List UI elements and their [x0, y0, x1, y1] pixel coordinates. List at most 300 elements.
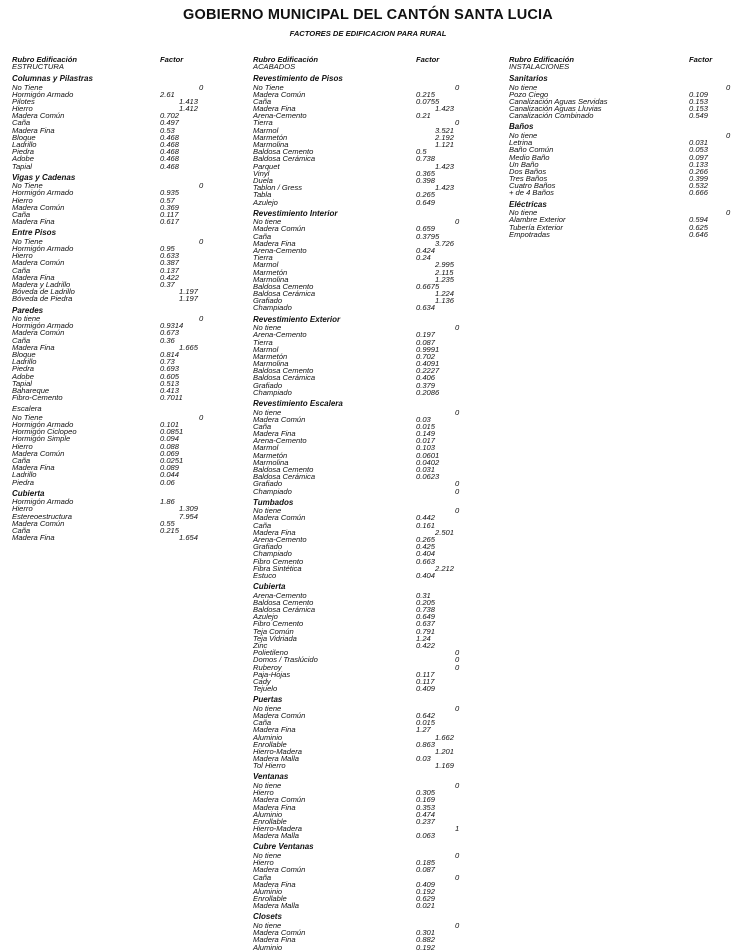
factor-label: Baldosa Cerámica [253, 605, 316, 614]
factor-label: Aluminio [253, 732, 283, 742]
factor-value: 0.6675 [416, 281, 440, 291]
factor-value: 0.2227 [416, 366, 440, 376]
section-title: Sanitarios [509, 74, 548, 83]
factor-value: 1.309 [179, 504, 199, 514]
factor-value: 0.3795 [416, 231, 440, 241]
factor-label: Madera Fina [253, 238, 296, 248]
factor-value: 0.031 [689, 138, 709, 148]
factor-value: 0.0601 [416, 450, 440, 460]
factor-row [253, 678, 475, 685]
factor-row [12, 141, 222, 148]
factor-row [253, 112, 475, 119]
factor-value: 0 [455, 703, 460, 713]
factor-value: 0.605 [160, 371, 180, 381]
column-header-category: INSTALACIONES [509, 62, 570, 72]
factor-label: Champiado [253, 387, 292, 397]
factor-row [253, 881, 475, 888]
factor-label: Empotradas [509, 229, 550, 239]
factor-row [253, 473, 475, 480]
factor-value: 0.0755 [416, 96, 440, 106]
factor-label: Tol Hierro [253, 761, 286, 771]
factor-row [12, 245, 222, 252]
factor-label: Fibro-Cemento [12, 393, 63, 403]
factor-value: 1.412 [179, 104, 199, 114]
factor-label: Madera Común [253, 513, 306, 523]
factor-value: 3.726 [435, 238, 455, 248]
column-header [253, 56, 475, 71]
section [12, 307, 222, 402]
factor-label: Madera Común [12, 258, 65, 268]
factor-label: No tiene [509, 208, 538, 218]
factor-value: 0.594 [689, 215, 709, 225]
factor-value: 0.265 [416, 190, 436, 200]
factor-label: Baldosa Cerámica [253, 472, 316, 482]
factor-row [12, 373, 222, 380]
factor-label: Hierro [12, 195, 33, 205]
factor-row [12, 155, 222, 162]
page-subtitle: FACTORES DE EDIFICACION PARA RURAL [289, 29, 447, 38]
factor-label: Madera Fina [12, 533, 55, 543]
factor-value: 0.9991 [416, 344, 440, 354]
factor-label: Ladrillo [12, 140, 37, 149]
column-header-factor: Factor [689, 55, 713, 64]
factor-value: 0.404 [416, 549, 436, 559]
factor-value: 0.087 [416, 865, 436, 875]
factor-value: 0 [455, 82, 460, 92]
factor-value: 1.423 [435, 104, 455, 114]
factor-row [253, 339, 475, 346]
factor-label: Caña [253, 96, 272, 106]
factor-label: Grafiado [253, 380, 283, 390]
factor-value: 0.404 [416, 570, 436, 580]
factor-label: Piedra [12, 477, 34, 487]
section-title: Revestimiento Escalera [253, 399, 343, 408]
factor-row [12, 435, 222, 442]
factor-value: 0.069 [160, 448, 180, 458]
factor-label: Ladrillo [12, 470, 37, 480]
factor-label: No tiene [253, 780, 282, 790]
factor-value: 0.36 [160, 335, 175, 345]
factor-label: No tiene [509, 130, 538, 140]
factor-value: 0.149 [416, 429, 436, 439]
factor-value: 0.634 [416, 303, 436, 313]
section [253, 843, 475, 909]
factor-value: 0 [199, 236, 204, 246]
factor-row [509, 189, 736, 196]
factor-label: No tiene [253, 850, 282, 860]
factor-value: 1.27 [416, 725, 431, 735]
column-header-rubro: Rubro Edificación [253, 55, 318, 64]
factor-value: 1.224 [435, 289, 455, 299]
factor-label: Vinyl [253, 168, 270, 178]
factor-value: 1.86 [160, 497, 175, 507]
factor-value: 2.212 [435, 563, 455, 573]
factor-label: Arena-Cemento [253, 590, 307, 600]
column-estructura [12, 56, 222, 541]
factor-value: 0.73 [160, 357, 175, 367]
factor-value: 0.21 [416, 111, 431, 121]
factor-label: Tabla [253, 190, 272, 200]
factor-label: Hierro-Madera [253, 824, 302, 834]
factor-row [509, 112, 736, 119]
factor-label: No Tiene [253, 82, 284, 92]
factor-label: Caña [12, 210, 31, 219]
factor-value: 1.197 [179, 287, 199, 297]
factor-value: 0.4091 [416, 359, 440, 369]
factor-row [253, 163, 475, 170]
factor-row [253, 184, 475, 191]
factor-label: Madera Común [253, 928, 306, 938]
factor-value: 0.95 [160, 244, 175, 254]
factor-value: 0.192 [416, 886, 436, 896]
factor-value: 0 [455, 780, 460, 790]
factor-label: Marmetón [253, 267, 288, 277]
factor-label: Madera Fina [253, 725, 296, 735]
section [12, 174, 222, 226]
factor-label: Hierro [12, 251, 33, 261]
factor-label: Baldosa Cemento [253, 366, 314, 376]
factor-value: 0.659 [416, 224, 436, 234]
factor-value: 0.237 [416, 816, 436, 826]
factor-value: 0.379 [416, 380, 436, 390]
factor-value: 0.0851 [160, 427, 184, 437]
factor-row [12, 365, 222, 372]
factor-row [12, 148, 222, 155]
factor-value: 0.422 [160, 272, 180, 282]
section-title: Tumbados [253, 497, 294, 507]
factor-label: Champiado [253, 303, 292, 313]
factor-value: 0 [455, 648, 460, 658]
column-header-rubro: Rubro Edificación [509, 55, 574, 64]
factor-value: 0.422 [416, 640, 436, 650]
factor-value: 0.702 [160, 111, 180, 121]
factor-label: No Tiene [12, 236, 43, 246]
section [509, 75, 736, 119]
factor-row [253, 536, 475, 543]
factor-label: Tablon / Gress [253, 183, 303, 193]
factor-label: Madera Común [253, 414, 306, 424]
factor-label: Tapial [12, 161, 32, 171]
factor-label: Ruberoy [253, 662, 282, 672]
column-header [509, 56, 736, 71]
factor-value: 0.53 [160, 125, 175, 135]
factor-row [253, 804, 475, 811]
factor-label: Caña [253, 872, 272, 882]
factor-value: 1.665 [179, 342, 199, 352]
factor-value: 0.791 [416, 626, 436, 636]
factor-label: Fibro Cemento [253, 556, 304, 566]
factor-label: Caña [12, 455, 31, 465]
factor-label: Hormigón Armado [12, 497, 74, 507]
factor-value: 0.0402 [416, 457, 440, 467]
factor-label: No tiene [253, 217, 282, 227]
section-title: Closets [253, 912, 282, 922]
factor-value: 0.031 [416, 465, 436, 474]
factor-label: Fibro Cemento [253, 619, 304, 629]
factor-value: 0.063 [416, 831, 436, 841]
factor-label: Hormigón Armado [12, 420, 74, 429]
factor-value: 0.442 [416, 513, 436, 523]
factor-value: 0 [199, 412, 204, 422]
factor-value: 0.266 [689, 166, 709, 176]
factor-label: Baldosa Cemento [253, 597, 314, 607]
column-acabados [253, 56, 475, 951]
factor-row [253, 656, 475, 663]
factor-value: 0.814 [160, 350, 180, 359]
factor-value: 0.305 [416, 788, 436, 798]
factor-label: Madera Común [253, 224, 306, 234]
factor-value: 0.215 [160, 525, 180, 535]
factor-row [12, 295, 222, 302]
factor-value: 0.935 [160, 188, 180, 198]
section [253, 913, 475, 950]
factor-label: Teja Común [253, 626, 294, 636]
factor-label: Baldosa Cemento [253, 465, 314, 474]
factor-label: Tierra [253, 337, 273, 347]
factor-label: Madera Fina [12, 272, 55, 282]
section [509, 123, 736, 196]
factor-label: Grafiado [253, 542, 283, 552]
factor-value: 0.532 [689, 181, 709, 191]
factor-row [253, 191, 475, 198]
factor-row [12, 189, 222, 196]
factor-value: 0.185 [416, 858, 436, 868]
factor-row [253, 331, 475, 338]
factor-label: Madera Fina [12, 217, 55, 227]
factor-label: Fibra Sintética [253, 563, 302, 573]
factor-value: 0.153 [689, 96, 709, 106]
factor-label: Baño Común [509, 145, 554, 155]
factor-label: Madera Común [12, 328, 65, 338]
factor-label: Marmetón [253, 450, 288, 460]
factor-label: Madera Malla [253, 754, 300, 764]
factor-label: Madera Fina [253, 802, 296, 812]
factor-value: 0.55 [160, 518, 175, 528]
factor-label: Letrina [509, 138, 533, 148]
factor-label: + de 4 Baños [509, 188, 554, 198]
factor-value: 0 [455, 506, 460, 516]
factor-label: Arena-Cemento [253, 245, 307, 255]
factor-row [253, 782, 475, 789]
factor-label: Madera Fina [253, 879, 296, 889]
factor-value: 0.153 [689, 104, 709, 114]
factor-value: 0.468 [160, 154, 180, 164]
factor-value: 0.31 [416, 590, 431, 600]
factor-label: No tiene [12, 314, 41, 324]
factor-value: 1.423 [435, 183, 455, 193]
factor-label: Cady [253, 676, 271, 686]
factor-label: Madera Fina [253, 935, 296, 945]
factor-label: Tejuelo [253, 684, 278, 694]
factor-value: 0.625 [689, 222, 709, 232]
factor-row [253, 712, 475, 719]
factor-value: 1.24 [416, 633, 431, 643]
section [253, 316, 475, 396]
factor-label: Polietileno [253, 648, 289, 658]
factor-label: Baldosa Cemento [253, 147, 314, 157]
factor-value: 0.642 [416, 710, 436, 720]
factor-value: 0.094 [160, 434, 180, 444]
factor-value: 0.409 [416, 879, 436, 889]
factor-label: Caña [253, 231, 272, 241]
factor-value: 0.474 [416, 809, 436, 819]
factor-label: Madera Común [12, 448, 65, 458]
factor-label: Caña [12, 335, 31, 345]
factor-label: Hierro [12, 441, 33, 451]
section [12, 75, 222, 170]
factor-value: 0.103 [416, 443, 436, 453]
factor-label: Zinc [253, 640, 268, 650]
factor-label: Duela [253, 175, 273, 185]
factor-label: No Tiene [12, 82, 43, 92]
factor-value: 0.398 [416, 175, 436, 185]
factor-value: 0.0623 [416, 472, 440, 482]
factor-value: 1.169 [435, 761, 455, 771]
factor-value: 0 [455, 407, 460, 417]
factor-value: 3.521 [435, 125, 455, 135]
factor-value: 1.197 [179, 294, 199, 304]
factor-label: Piedra [12, 364, 34, 374]
factor-value: 0.117 [416, 669, 435, 679]
factor-label: Hormigón Simple [12, 434, 71, 444]
factor-row [253, 944, 475, 951]
factor-value: 0 [455, 323, 460, 333]
factor-value: 0.649 [416, 612, 436, 622]
section-title: Cubre Ventanas [253, 842, 314, 852]
factor-label: Madera Malla [253, 831, 300, 841]
factor-value: 0.265 [416, 535, 436, 544]
factor-row [12, 204, 222, 211]
factor-value: 2.995 [435, 260, 455, 270]
factor-value: 0.617 [160, 217, 180, 227]
factor-row [12, 479, 222, 486]
factor-value: 0.215 [416, 89, 436, 99]
factor-value: 7.954 [179, 511, 199, 521]
factor-label: Domos / Traslúcido [253, 655, 318, 665]
factor-value: 0.9314 [160, 321, 184, 331]
factor-label: Alambre Exterior [509, 215, 566, 225]
factor-value: 0 [455, 662, 460, 672]
factor-label: Grafiado [253, 296, 283, 306]
factor-label: Arena-Cemento [253, 535, 307, 544]
factor-row [253, 247, 475, 254]
factor-value: 0.353 [416, 802, 436, 812]
factor-row [253, 199, 475, 206]
factor-label: Estuco [253, 570, 277, 580]
factor-label: Hormigón Armado [12, 89, 74, 99]
factor-value: 0.425 [416, 542, 436, 552]
factor-value: 0.117 [160, 210, 179, 219]
factor-row [253, 437, 475, 444]
factor-value: 0 [455, 872, 460, 882]
factor-value: 0.03 [416, 414, 431, 424]
factor-label: Adobe [12, 371, 34, 381]
factor-value: 0.015 [416, 718, 436, 728]
factor-value: 0.406 [416, 373, 436, 383]
factor-row [12, 218, 222, 225]
factor-label: Tapial [12, 378, 32, 388]
factor-value: 1.413 [179, 96, 199, 106]
factor-label: No tiene [509, 82, 538, 92]
factor-label: Marmolina [253, 140, 289, 149]
factor-label: No tiene [253, 407, 282, 417]
factor-label: Bóveda de Ladrillo [12, 287, 75, 297]
factor-row [12, 394, 222, 401]
factor-label: No Tiene [12, 181, 43, 191]
section-title: Revestimiento de Pisos [253, 74, 343, 83]
factor-value: 0.633 [160, 251, 180, 261]
section [12, 405, 222, 485]
factor-row [12, 534, 222, 541]
factor-value: 0.399 [689, 174, 709, 184]
factor-row [253, 852, 475, 859]
factor-label: Azulejo [253, 197, 278, 207]
factor-label: Adobe [12, 154, 34, 164]
factor-value: 0.192 [416, 942, 436, 952]
factor-value: 0.2086 [416, 387, 440, 397]
factor-value: 0.197 [416, 330, 436, 340]
factor-label: Madera Común [253, 710, 306, 720]
factor-value: 2.192 [435, 132, 455, 142]
factor-row [253, 488, 475, 495]
factor-label: Parquet [253, 161, 280, 171]
factor-row [253, 936, 475, 943]
factor-row [12, 344, 222, 351]
factor-row [253, 389, 475, 396]
factor-value: 0.666 [689, 188, 709, 198]
factor-row [253, 685, 475, 692]
factor-value: 0.109 [689, 89, 709, 99]
factor-row [12, 520, 222, 527]
factor-row [253, 572, 475, 579]
factor-row [253, 374, 475, 381]
factor-label: Canalización Combinado [509, 111, 594, 121]
factor-label: Hormigón Ciclopeo [12, 427, 77, 437]
factor-label: Hormigón Armado [12, 321, 74, 331]
factor-label: Enrollable [253, 894, 287, 904]
factor-value: 0 [726, 130, 731, 140]
factor-label: Marmol [253, 344, 279, 354]
factor-label: No tiene [253, 323, 282, 333]
factor-value: 0.424 [416, 245, 436, 255]
factor-label: No tiene [253, 506, 282, 516]
factor-label: Madera Común [12, 202, 65, 212]
factor-value: 0.663 [416, 556, 436, 566]
factor-value: 0 [455, 217, 460, 227]
factor-label: Hormigón Armado [12, 188, 74, 198]
factor-value: 1.662 [435, 732, 455, 742]
section-title: Ventanas [253, 772, 289, 782]
factor-value: 0.133 [689, 159, 709, 169]
factor-value: 0.24 [416, 253, 431, 263]
column-header-category: ESTRUCTURA [12, 62, 64, 72]
factor-label: Cuatro Baños [509, 181, 556, 191]
factor-value: 0 [199, 314, 204, 324]
factor-row [12, 464, 222, 471]
section-title: Vigas y Cadenas [12, 172, 76, 182]
factor-row [253, 902, 475, 909]
factor-label: No tiene [253, 703, 282, 713]
factor-row [12, 329, 222, 336]
section [253, 773, 475, 839]
factor-label: Madera Fina [12, 342, 55, 352]
factor-row [253, 225, 475, 232]
column-header-rubro: Rubro Edificación [12, 55, 77, 64]
factor-value: 0.693 [160, 364, 180, 374]
factor-label: Madera Común [253, 89, 306, 99]
factor-label: Marmetón [253, 132, 288, 142]
factor-value: 0.369 [160, 202, 180, 212]
